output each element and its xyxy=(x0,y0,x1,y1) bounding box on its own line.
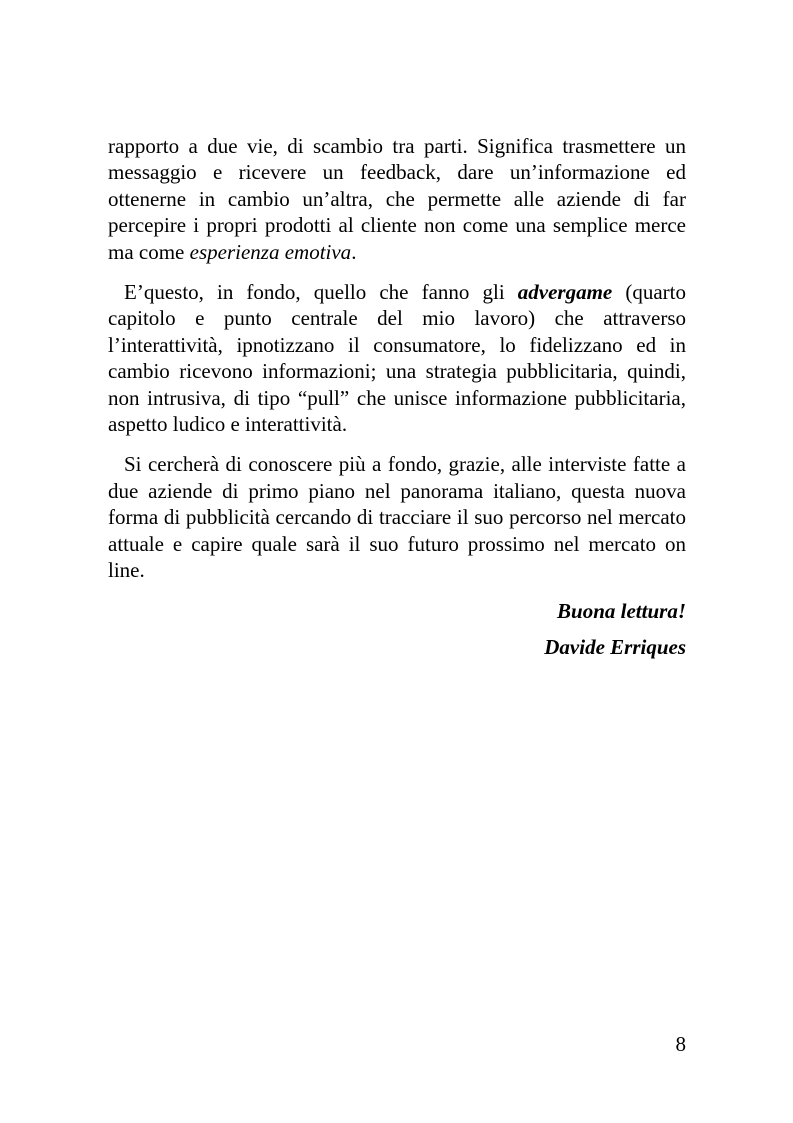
paragraph-2 xyxy=(108,279,686,437)
paragraph-2-rest: (quarto capitolo e punto centrale del mio lavoro) che attraverso l’interattività, ipnotizzano il consumatore, lo fidelizzano ed in cambio ricevono informazioni; una strategia pubblicitaria, quindi, non intrusiva, di tipo “pull” che unisce informazione pubblicitaria, aspetto ludico e interattività. xyxy=(108,280,686,437)
paragraph-3-text: Si cercherà di conoscere più a fondo, grazie, alle interviste fatte a due aziende di primo piano nel panorama italiano, questa nuova forma di pubblicità cercando di tracciare il suo percorso nel mercato attuale e capire quale sarà il suo futuro prossimo nel mercato on line. xyxy=(108,452,686,583)
paragraph-1-end: . xyxy=(351,239,357,264)
author-name: Davide Erriques xyxy=(544,634,686,659)
paragraph-1 xyxy=(108,133,686,265)
page-body xyxy=(108,133,686,670)
page-number: 8 xyxy=(675,1032,686,1056)
paragraph-2-start: E’questo, in fondo, quello che fanno gli xyxy=(124,280,518,305)
paragraph-1-text: rapporto a due vie, di scambio tra parti. Significa trasmettere un messaggio e ricevere un feedback, dare un’informazione ed ottenerne in cambio un’altra, che permette alle aziende di far percepire i propri prodotti al cliente non come una semplice merce ma come xyxy=(108,134,686,264)
emphasis-esperienza-emotiva: esperienza emotiva xyxy=(189,239,352,264)
closing-line: Buona lettura! xyxy=(557,598,686,623)
paragraph-3 xyxy=(108,451,686,583)
emphasis-advergame: advergame xyxy=(517,280,613,305)
